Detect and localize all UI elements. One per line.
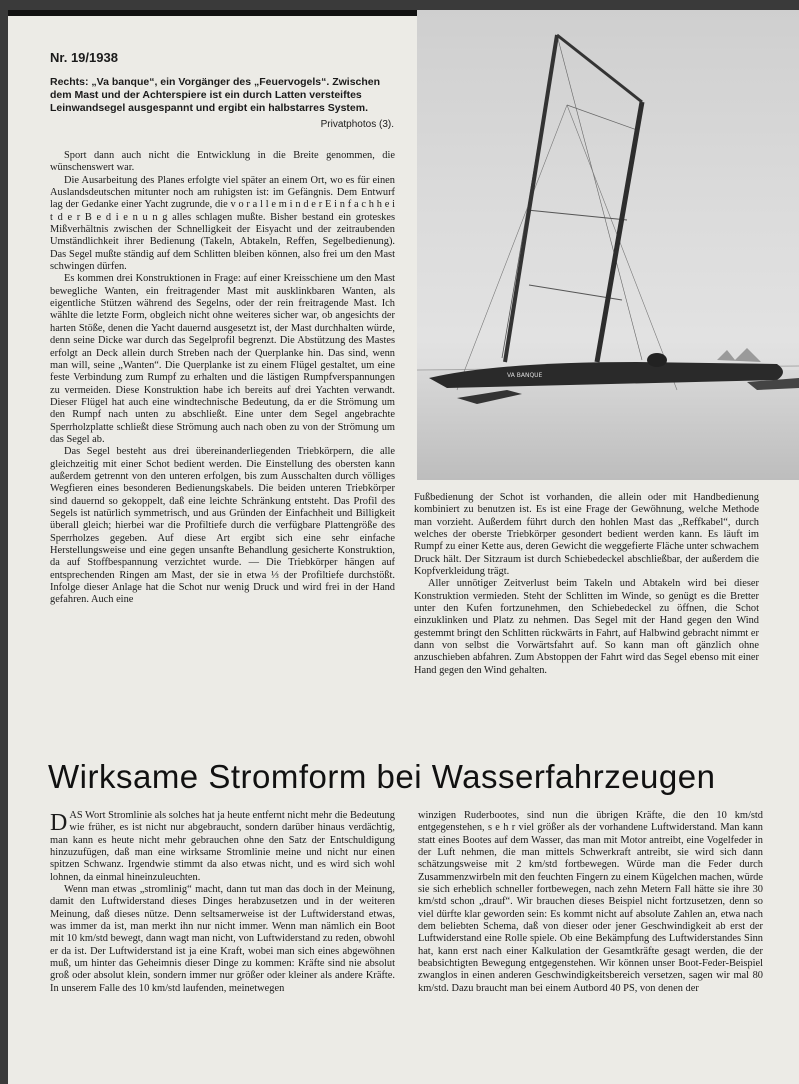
magazine-page bbox=[8, 10, 799, 1084]
article-column-right bbox=[418, 810, 763, 995]
paragraph: Aller unnötiger Zeitverlust beim Takeln und Abtakeln wird bei dieser Konstruktion vermieden. Steht der Schlitten im Winde, so genügt es die Bretter unter den Kufen fortzunehmen, den Schiebedeckel zu öffnen, die Schot einzuklinken und Platz zu nehmen. Das Segel mit der Hand gegen den Wind gestemmt bringt den Schlitten rückwärts in Fahrt, auf Halbwind gebracht nimmt er dann von selbst die Vorwärtsfahrt auf. So kann man oft gänzlich ohne anzuschieben abfahren. Zum Abstoppen der Fahrt wird das Segel ebenso mit einer Hand gegen den Wind gehalten. bbox=[414, 578, 759, 676]
paragraph: Fußbedienung der Schot ist vorhanden, die allein oder mit Handbedienung kombiniert zu benutzen ist. Es ist eine Frage der Gewöhnung, welche Methode man vorzieht. Außerdem führt durch den hohlen Mast das „Reffkabel“, durch welches der oberste Triebkörper gesondert bedient werden kann. Es läuft im Rumpf zu einer Kette aus, deren Gewicht die weggefierte Fläche unter schwachem Druck hält. Der Sitzraum ist durch Schiebedeckel abschließbar, der außerdem die Kopfverkleidung trägt. bbox=[414, 492, 759, 578]
article-column-left bbox=[50, 810, 395, 995]
paragraph bbox=[50, 810, 395, 884]
iceyacht-photo bbox=[417, 10, 799, 480]
photo-caption: Rechts: „Va banque“, ein Vorgänger des „Feuervogels“. Zwischen dem Mast und der Achterspiere ist ein durch Latten versteiftes Leinwandsegel ausgespannt und ergibt ein halbstarres System. bbox=[50, 76, 381, 114]
column-right-upper bbox=[414, 492, 759, 677]
paragraph: Sport dann auch nicht die Entwicklung in die Breite genommen, die wünschenswert war. bbox=[50, 150, 395, 174]
photo-credit: Privatphotos (3). bbox=[320, 119, 394, 130]
paragraph: Die Ausarbeitung des Planes erfolgte viel später an einem Ort, wo es für einen Auslandsdeutschen mitunter noch am ruhigsten ist: im Gefängnis. Dem Entwurf lag der Gedanke einer Yacht zugrunde, die v o r a l l e m i n d e r E i n f a c h h e i t d e r B e d i e n u n g alles schlagen mußte. Bisher bestand ein groteskes Mißverhältnis zwischen der Schnelligkeit der Eisyacht und der zeitraubenden Umständlichkeit ihrer Bedienung (Takeln, Abtakeln, Reffen, Segelbedienung). Das Segel mußte ständig auf dem Schlitten bleiben können, also frei um den Mast schwingen dürfen. bbox=[50, 174, 395, 273]
paragraph-text: AS Wort Stromlinie als solches hat ja heute entfernt nicht mehr die Bedeutung wie früher, es ist nicht nur abgebraucht, sondern darüber hinaus verdächtig, man kann es heute nicht mehr gebrauchen ohne den Satz der Entschuldigung hinzuzufügen, daß man eine wirksame Stromlinie meine und nicht nur einen spitzen Schwanz. Irgendwie stimmt da also etwas nicht, und es wird sich wohl lohnen, da einmal hineinzuleuchten. bbox=[50, 810, 395, 883]
paragraph: winzigen Ruderbootes, sind nun die übrigen Kräfte, die den 10 km/std entgegenstehen, s e h r viel größer als der vorhandene Luftwiderstand. Man kann statt eines Bootes auf dem Wasser, das man mit Motor antreibt, eine Vogelfeder in der Luft nehmen, die man mittels Schwerkraft antreibt, sie wird sich dann schätzungsweise mit 2 km/std fortbewegen. Würde man die Feder durch Zusammenzwirbeln mit den feuchten Fingern zu einem Kügelchen machen, würde sie sich erheblich schneller fortbewegen, nach zehn Metern Fall hätte sie ihre 30 km/std schon „drauf“. Wir brauchen dieses Beispiel nicht fortzusetzen, denn so viel dürfte klar geworden sein: Es kommt nicht auf absolute Zahlen an, etwa nach dem beliebten Schema, daß von dieser oder jener Geschwindigkeit ab erst der Luftwiderstand eine Rolle spiele. Ob eine Bekämpfung des Luftwiderstandes Sinn hat, kann erst nach einer Kalkulation der Gesamtkräfte gesagt werden, die der beabsichtigten Bewegung entgegenstehen. Wir können unser Boot-Feder-Beispiel zwanglos in einen anderen Geschwindigkeitsbereich versetzen, sagen wir mal 80 km/std. Dazu braucht man bei einem Autbord 40 PS, von denen der bbox=[418, 810, 763, 994]
boat-name: VA BANQUE bbox=[507, 372, 543, 379]
issue-number: Nr. 19/1938 bbox=[50, 50, 118, 65]
paragraph: Das Segel besteht aus drei übereinanderliegenden Triebkörpern, die alle gleichzeitig mit einer Schot bedient werden. Die Einstellung des obersten kann außerdem getrennt von den unteren erfolgen, bis zum Ausschalten durch völliges Wegfieren eines besonderen Bedienungskabels. Die beiden unteren Triebkörper sind dauernd so gekoppelt, daß eine leichte Schränkung entsteht. Das Profil des Segels ist natürlich symmetrisch, und aus Gründen der Einfachheit und Billigkeit überall gleich; hierbei war die Profiltiefe durch die verfügbare Plattengröße des Sperrholzes gegeben. Auf diese Art ergibt sich eine sehr einfache Herstellungsweise und eine gegen unsanfte Behandlung gesicherte Konstruktion, da auf Stoffbespannung verzichtet wurde. — Die Triebkörper hängen auf entsprechenden Ringen am Mast, der sie in etwa ⅓ der Profiltiefe durchstößt. Infolge dieser Anlage hat die Schot nur wenig Druck und wird frei in der Hand gefahren. Auch eine bbox=[50, 446, 395, 606]
column-left-upper bbox=[50, 150, 395, 607]
paragraph: Es kommen drei Konstruktionen in Frage: auf einer Kreisschiene um den Mast bewegliche Wanten, ein freitragender Mast mit ausklinkbaren Wanten, als eigentliche Stützen während des Segelns, oder der rein freitragende Mast. Ich wählte die letzte Form, obgleich nicht ohne weiteres sicher war, ob angesichts der harten Stöße, denen die Yacht dauernd ausgesetzt ist, der Mast durchhalten würde, denn seine Dicke war durch das Segelprofil begrenzt. Die Abstützung des Mastes erfolgt an Deck allein durch Streben nach der Querplanke hin. Das sind, wenn man will, seine „Wanten“. Die Querplanke ist zu einem Flügel gestaltet, um eine feste Verbindung zum Rumpf zu erhalten und die lästigen Rumpfverspannungen zu vermeiden. Diese Konstruktion habe ich bereits auf drei Yachten verwandt. Dieser Flügel hat auch eine windtechnische Bedeutung, da er die Strömung um den Rumpf nach unten zu abschließt. Eine unter dem Segel angebrachte Sperrholzplatte schließt diese Strömung auch nach oben zu von der Strömung um das Segel ab. bbox=[50, 273, 395, 445]
dropcap: D bbox=[50, 810, 68, 836]
iceyacht-illustration bbox=[417, 10, 799, 480]
paragraph: Wenn man etwas „stromlinig“ macht, dann tut man das doch in der Meinung, damit den Luftwiderstand dieses Dinges herabzusetzen und in der weiteren Meinung, daß dieses nütze. Denn seltsamerweise ist der Luftwiderstand etwas, was immer da ist, man merkt ihn nur nicht immer. Wenn man nämlich ein Boot mit 10 km/std bewegt, dann wagt man nicht, von Luftwiderstand zu reden, obwohl er da ist. Der Luftwiderstand ist ja eine Kraft, wobei man sich eines abgewöhnen muß, um hinter das Geheimnis dieser Dinge zu kommen: Kräfte sind nie absolut groß oder absolut klein, sondern immer nur größer oder kleiner als andere Kräfte. In unserem Falle des 10 km/std laufenden, meinetwegen bbox=[50, 884, 395, 994]
article-headline: Wirksame Stromform bei Wasserfahrzeugen bbox=[48, 758, 716, 795]
